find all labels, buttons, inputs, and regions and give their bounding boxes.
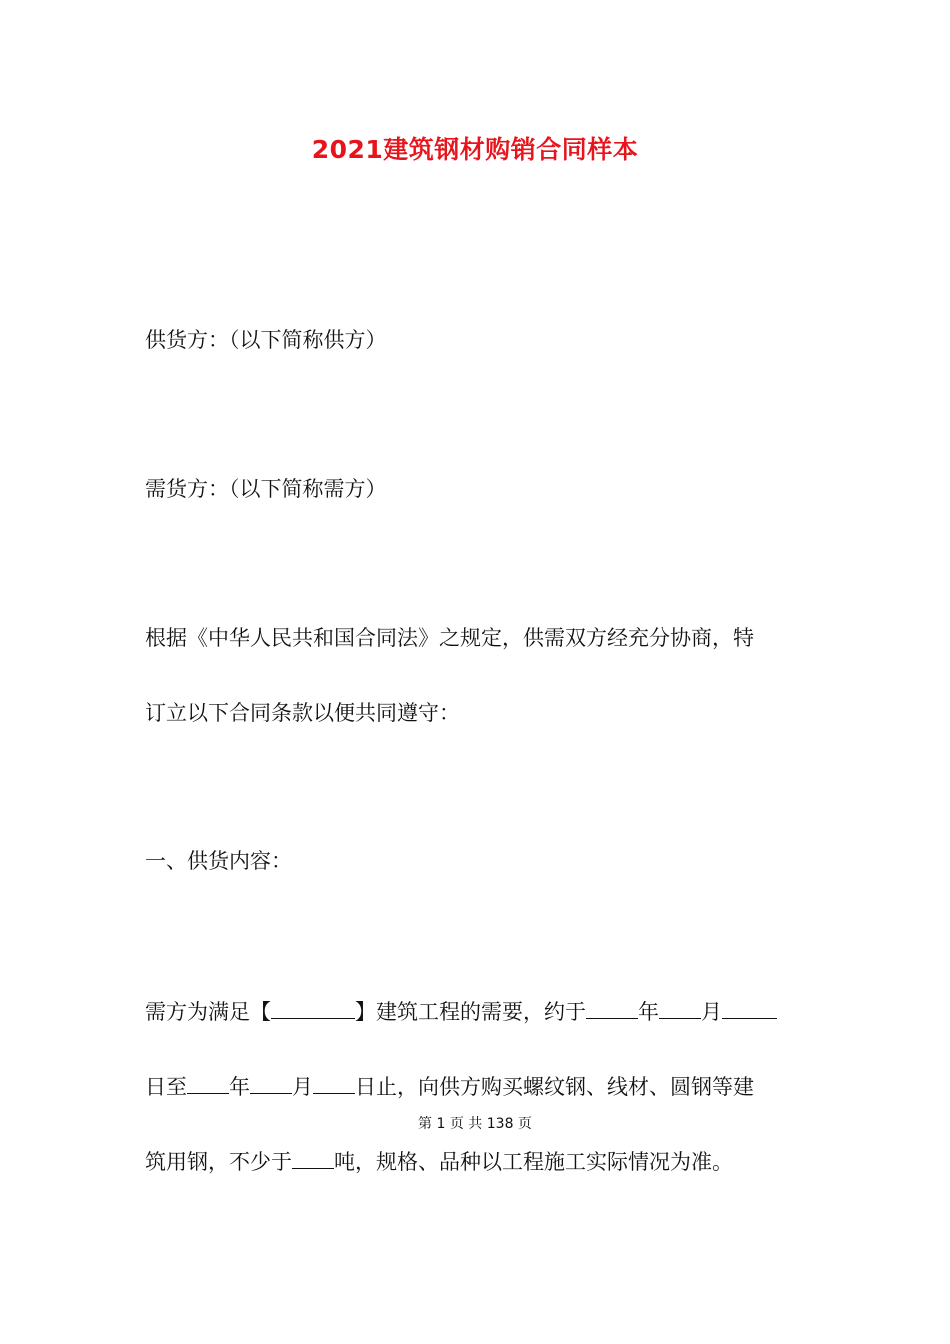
- fill-blank-project: [271, 996, 355, 1019]
- fill-blank-day: [722, 996, 777, 1019]
- supplier-line: 供货方：（以下简称供方）: [145, 328, 387, 352]
- text-segment: 年: [638, 1000, 659, 1024]
- text-segment: 吨，规格、品种以工程施工实际情况为准。: [334, 1150, 733, 1174]
- text-segment: 日至: [145, 1075, 187, 1099]
- paragraph-1-line-1: [145, 996, 810, 1027]
- text-segment: 月: [292, 1075, 313, 1099]
- preamble-line-1: 根据《中华人民共和国合同法》之规定，供需双方经充分协商，特: [145, 626, 754, 650]
- fill-blank-year: [187, 1071, 229, 1094]
- text-segment: 需方为满足【: [145, 1000, 271, 1024]
- text-segment: 】建筑工程的需要，约于: [355, 1000, 586, 1024]
- fill-blank-month: [659, 996, 701, 1019]
- document-title: 2021建筑钢材购销合同样本: [311, 135, 639, 164]
- fill-blank-day: [313, 1071, 355, 1094]
- fill-blank-month: [250, 1071, 292, 1094]
- text-segment: 日止，向供方购买螺纹钢、线材、圆钢等建: [355, 1075, 754, 1099]
- section-1-heading: 一、供货内容：: [145, 849, 292, 873]
- text-segment: 月: [701, 1000, 722, 1024]
- paragraph-1-line-2: [145, 1071, 810, 1102]
- preamble-line-2: 订立以下合同条款以便共同遵守：: [145, 701, 460, 725]
- page-number-footer: 第 1 页 共 138 页: [418, 1116, 532, 1132]
- text-segment: 筑用钢，不少于: [145, 1150, 292, 1174]
- fill-blank-tonnage: [292, 1146, 334, 1169]
- text-segment: 年: [229, 1075, 250, 1099]
- fill-blank-year: [586, 996, 638, 1019]
- buyer-line: 需货方：（以下简称需方）: [145, 477, 387, 501]
- paragraph-1-line-3: [145, 1146, 810, 1177]
